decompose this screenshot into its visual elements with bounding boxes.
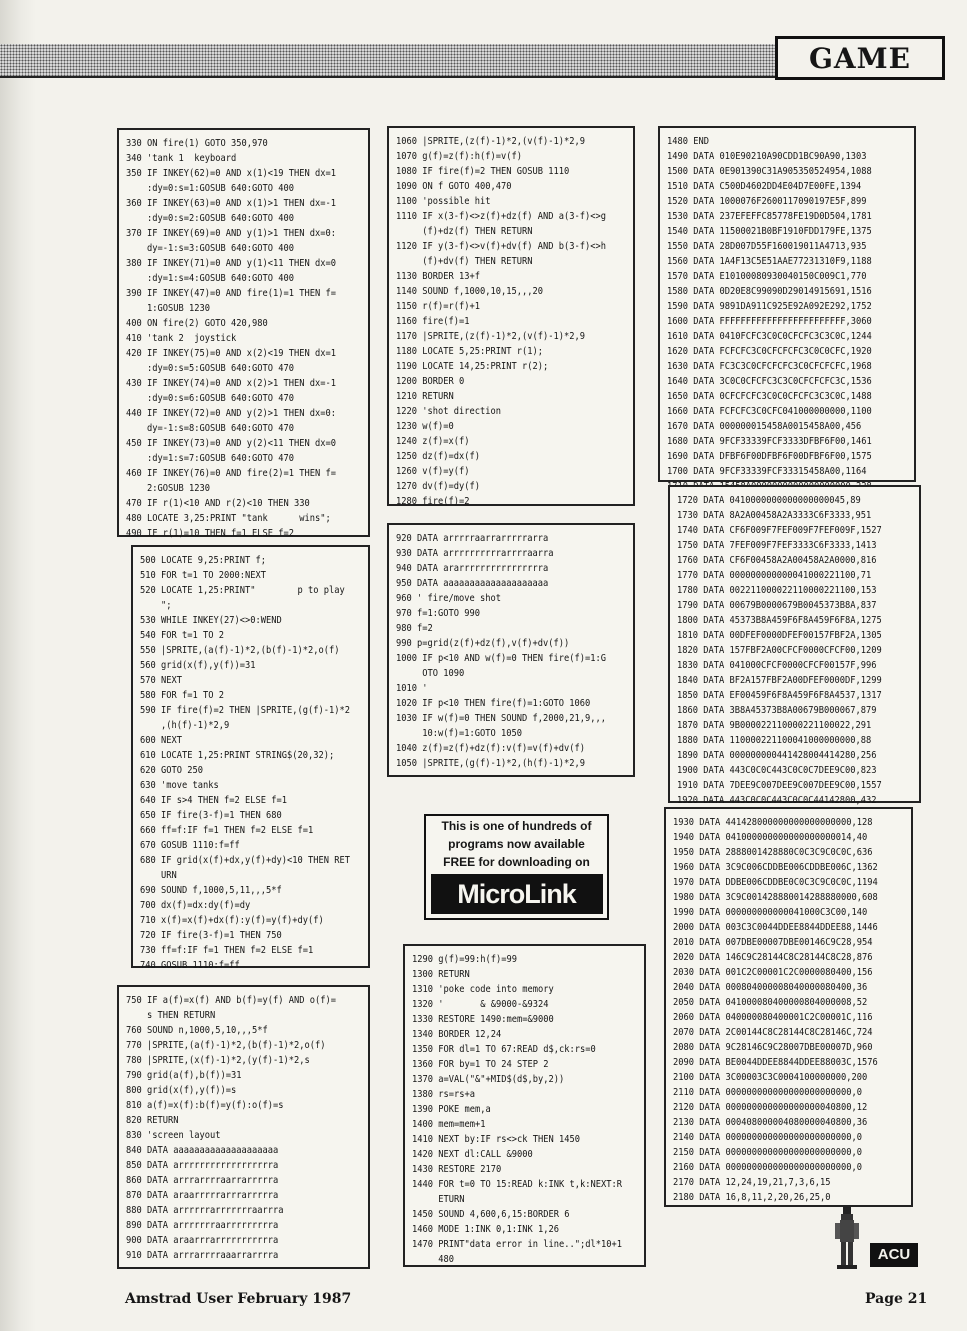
code-line: 1440 FOR t=0 TO 15:READ k:INK t,k:NEXT:R: [412, 1179, 622, 1190]
code-line: 1390 POKE mem,a: [412, 1104, 491, 1115]
code-line: 2010 DATA 007DBE00007DBE00146C9C28,954: [673, 937, 873, 948]
code-line: 1980 DATA 3C9C001428880014288880000,608: [673, 892, 878, 903]
code-line: 1330 RESTORE 1490:mem=&9000: [412, 1014, 554, 1025]
code-line: 1590 DATA 9891DA911C925E92A092E292,1752: [667, 301, 872, 312]
code-line: 400 ON fire(2) GOTO 420,980: [126, 318, 268, 329]
code-line: 1300 RETURN: [412, 969, 470, 980]
listing-box: [387, 523, 635, 777]
magazine-footer: Amstrad User February 1987: [125, 1291, 352, 1307]
code-line: 1110 IF x(3-f)<>z(f)+dz(f) AND a(3-f)<>g: [396, 211, 606, 222]
advert-line: programs now available: [448, 837, 585, 851]
code-line: 910 DATA arrrarrrraaarrarrrra: [126, 1250, 279, 1261]
code-line: 1930 DATA 441428000000000000000000,128: [673, 817, 873, 828]
code-line: 1860 DATA 3B8A45373B8A00679B000067,879: [677, 705, 877, 716]
code-line: 410 'tank 2 joystick: [126, 333, 237, 344]
code-line: 2090 DATA BE0044DDEE8844DDEE88003C,1576: [673, 1057, 878, 1068]
code-line: 1960 DATA 3C9C006CDDBE006CDDBE006C,1362: [673, 862, 878, 873]
code-line: 780 |SPRITE,(x(f)-1)*2,(y(f)-1)*2,s: [126, 1055, 310, 1066]
code-line: 860 DATA arrrarrrraarrarrrrra: [126, 1175, 279, 1186]
page-fold-shadow: [0, 0, 36, 1331]
code-line: 850 DATA arrrrrrrrrrrrrrrrrra: [126, 1160, 279, 1171]
code-line: 2:GOSUB 1230: [126, 483, 210, 494]
code-line: 1100 'possible hit: [396, 196, 491, 207]
code-line: 380 IF INKEY(71)=0 AND y(1)<11 THEN dx=0: [126, 258, 336, 269]
code-line: 1180 LOCATE 5,25:PRINT r(1);: [396, 346, 543, 357]
code-line: 2000 DATA 003C3C0044DDEE8844DDEE88,1446: [673, 922, 878, 933]
microlink-advert: [424, 814, 609, 920]
code-line: 1570 DATA E10100080930040150C009C1,770: [667, 271, 867, 282]
code-line: 1880 DATA 110000221100041000000000,88: [677, 735, 872, 746]
code-line: 1940 DATA 041000000000000000000014,40: [673, 832, 868, 843]
code-line: ";: [140, 600, 172, 611]
code-line: 1170 |SPRITE,(z(f)-1)*2,(v(f)-1)*2,9: [396, 331, 585, 342]
code-line: 1740 DATA CF6F009F7FEF009F7FEF009F,1527: [677, 525, 882, 536]
code-line: 440 IF INKEY(72)=0 AND y(2)>1 THEN dx=0:: [126, 408, 336, 419]
code-line: 1630 DATA FC3C3C0CFCFCFC3C0CFCFCFC,1968: [667, 361, 872, 372]
code-line: 1270 dv(f)=dy(f): [396, 481, 480, 492]
listing-lines: [396, 134, 629, 509]
listing-box: [117, 128, 370, 537]
code-line: 790 grid(a(f),b(f))=31: [126, 1070, 242, 1081]
advert-line: FREE for downloading on: [443, 855, 590, 869]
code-line: 580 FOR f=1 TO 2: [140, 690, 224, 701]
code-line: 1540 DATA 11500021B0BF1910FDD179FE,1375: [667, 226, 872, 237]
code-line: ,(h(f)-1)*2,9: [140, 720, 230, 731]
code-line: 1990 DATA 000000000000041000C3C00,140: [673, 907, 868, 918]
code-line: 2060 DATA 040000080400001C2C00001C,116: [673, 1012, 873, 1023]
code-line: 1410 NEXT by:IF rs<>ck THEN 1450: [412, 1134, 580, 1145]
code-line: 1820 DATA 157FBF2A00CFCF0000CFCF00,1209: [677, 645, 882, 656]
code-line: 1450 SOUND 4,600,6,15:BORDER 6: [412, 1209, 570, 1220]
code-line: 1560 DATA 1A4F13C5E51AAE77231310F9,1188: [667, 256, 872, 267]
code-line: 540 FOR t=1 TO 2: [140, 630, 224, 641]
code-line: :dy=0:s=1:GOSUB 640:GOTO 400: [126, 183, 294, 194]
code-line: 340 'tank 1 keyboard: [126, 153, 237, 164]
listing-box: [387, 126, 635, 506]
code-line: 720 IF fire(3-f)=1 THEN 750: [140, 930, 282, 941]
code-line: 1070 g(f)=z(f):h(f)=v(f): [396, 151, 522, 162]
code-line: 1690 DATA DFBF6F00DFBF6F00DFBF6F00,1575: [667, 451, 872, 462]
code-line: 1900 DATA 443C0C0C443C0C0C7DEE9C00,823: [677, 765, 877, 776]
code-line: 1230 w(f)=0: [396, 421, 454, 432]
code-line: URN: [140, 870, 177, 881]
listing-box: [131, 545, 370, 971]
code-line: 590 IF fire(f)=2 THEN |SPRITE,(g(f)-1)*2: [140, 705, 350, 716]
code-line: 1150 r(f)=r(f)+1: [396, 301, 480, 312]
code-line: 880 DATA arrrrrrarrrrrrraarrra: [126, 1205, 284, 1216]
code-line: 1260 v(f)=y(f): [396, 466, 470, 477]
header-band: [0, 44, 775, 76]
code-line: 960 ' fire/move shot: [396, 593, 501, 604]
code-line: 620 GOTO 250: [140, 765, 203, 776]
code-line: 1400 mem=mem+1: [412, 1119, 486, 1130]
code-line: 2130 DATA 000408000004080000040800,36: [673, 1117, 868, 1128]
code-line: 1160 fire(f)=1: [396, 316, 470, 327]
code-line: 990 p=grid(z(f)+dz(f),v(f)+dv(f)): [396, 638, 570, 649]
code-line: :dy=0:s=2:GOSUB 640:GOTO 400: [126, 213, 294, 224]
code-line: 1350 FOR dl=1 TO 67:READ d$,ck:rs=0: [412, 1044, 596, 1055]
code-line: 500 LOCATE 9,25:PRINT f;: [140, 555, 266, 566]
code-line: 2120 DATA 000000000000000000040800,12: [673, 1102, 868, 1113]
advert-line: This is one of hundreds of: [441, 819, 592, 833]
code-line: 740 GOSUB 1110:f=ff: [140, 960, 240, 971]
code-line: 2180 DATA 16,8,11,2,20,26,25,0: [673, 1192, 831, 1203]
code-line: 1060 |SPRITE,(z(f)-1)*2,(v(f)-1)*2,9: [396, 136, 585, 147]
code-line: 610 LOCATE 1,25:PRINT STRING$(20,32);: [140, 750, 335, 761]
listing-lines: [673, 815, 907, 1205]
code-line: 1840 DATA BF2A157FBF2A00DFEF0000DF,1299: [677, 675, 882, 686]
listing-lines: [396, 531, 629, 771]
listing-box: [658, 126, 916, 482]
code-line: 890 DATA arrrrrrraarrrrrrrrra: [126, 1220, 279, 1231]
code-line: 1030 IF w(f)=0 THEN SOUND f,2000,21,9,,,: [396, 713, 606, 724]
code-line: 480 LOCATE 3,25:PRINT "tank wins";: [126, 513, 331, 524]
code-line: 1470 PRINT"data error in line..";dl*10+1: [412, 1239, 622, 1250]
code-line: dy=-1:s=3:GOSUB 640:GOTO 400: [126, 243, 294, 254]
microlink-logo: MicroLink: [431, 874, 603, 914]
code-line: 840 DATA aaaaaaaaaaaaaaaaaaaa: [126, 1145, 279, 1156]
code-line: 1340 BORDER 12,24: [412, 1029, 502, 1040]
code-line: 1460 MODE 1:INK 0,1:INK 1,26: [412, 1224, 559, 1235]
code-line: 1480 END: [667, 136, 709, 147]
code-line: 700 dx(f)=dx:dy(f)=dy: [140, 900, 251, 911]
code-line: :dy=0:s=5:GOSUB 640:GOTO 470: [126, 363, 294, 374]
code-line: 940 DATA ararrrrrrrrrrrrrrrra: [396, 563, 549, 574]
code-line: 370 IF INKEY(69)=0 AND y(1)>1 THEN dx=0:: [126, 228, 336, 239]
code-line: 2110 DATA 000000000000000000000000,0: [673, 1087, 862, 1098]
code-line: 1130 BORDER 13+f: [396, 271, 480, 282]
code-line: 980 f=2: [396, 623, 433, 634]
code-line: 1040 z(f)=z(f)+dz(f):v(f)=v(f)+dv(f): [396, 743, 585, 754]
listing-lines: [126, 136, 364, 541]
code-line: 510 FOR t=1 TO 2000:NEXT: [140, 570, 266, 581]
code-line: 360 IF INKEY(63)=0 AND x(1)>1 THEN dx=-1: [126, 198, 336, 209]
code-line: 1640 DATA 3C0C0CFCFC3C3C0CFCFCFC3C,1536: [667, 376, 872, 387]
code-line: 1050 |SPRITE,(g(f)-1)*2,(h(f)-1)*2,9: [396, 758, 585, 769]
code-line: 1:GOSUB 1230: [126, 303, 210, 314]
code-line: 680 IF grid(x(f)+dx,y(f)+dy)<10 THEN RET: [140, 855, 350, 866]
code-line: 1000 IF p<10 AND w(f)=0 THEN fire(f)=1:G: [396, 653, 606, 664]
code-line: 2150 DATA 000000000000000000000000,0: [673, 1147, 862, 1158]
code-line: 560 grid(x(f),y(f))=31: [140, 660, 256, 671]
code-line: (f)+dv(f) THEN RETURN: [396, 256, 533, 267]
listing-lines: [140, 553, 364, 973]
code-line: 2170 DATA 12,24,19,21,7,3,6,15: [673, 1177, 831, 1188]
code-line: 1310 'poke code into memory: [412, 984, 554, 995]
code-line: 1530 DATA 237EFEFFC85778FE19D0D504,1781: [667, 211, 872, 222]
code-line: 650 IF fire(3-f)=1 THEN 680: [140, 810, 282, 821]
code-line: 640 IF s>4 THEN f=2 ELSE f=1: [140, 795, 287, 806]
code-line: 770 |SPRITE,(a(f)-1)*2,(b(f)-1)*2,o(f): [126, 1040, 326, 1051]
code-line: 1720 DATA 0410000000000000000045,89: [677, 495, 861, 506]
code-line: 1850 DATA EF00459F6F8A459F6F8A4537,1317: [677, 690, 882, 701]
code-line: 870 DATA araarrrrrarrrarrrrra: [126, 1190, 279, 1201]
pixel-figure-icon: [832, 1205, 862, 1271]
code-line: 820 RETURN: [126, 1115, 179, 1126]
code-line: 330 ON fire(1) GOTO 350,970: [126, 138, 268, 149]
code-line: 1610 DATA 0410FCFC3C0C0CFCFC3C3C0C,1244: [667, 331, 872, 342]
code-line: OTO 1090: [396, 668, 465, 679]
code-line: 520 LOCATE 1,25:PRINT" p to play: [140, 585, 345, 596]
code-line: 1950 DATA 2888001428880C0C3C9C0C0C,636: [673, 847, 873, 858]
code-line: 600 NEXT: [140, 735, 182, 746]
code-line: 390 IF INKEY(47)=0 AND fire(1)=1 THEN f=: [126, 288, 336, 299]
code-line: 1920 DATA 443C0C0C443C0C0C44142800,432: [677, 795, 877, 806]
code-line: 630 'move tanks: [140, 780, 219, 791]
code-line: 1020 IF p<10 THEN fire(f)=1:GOTO 1060: [396, 698, 591, 709]
code-line: 2020 DATA 146C9C28144C8C28144C8C28,876: [673, 952, 873, 963]
code-line: 1200 BORDER 0: [396, 376, 465, 387]
code-line: 710 x(f)=x(f)+dx(f):y(f)=y(f)+dy(f): [140, 915, 324, 926]
code-line: 1600 DATA FFFFFFFFFFFFFFFFFFFFFFFF,3060: [667, 316, 872, 327]
code-line: 1120 IF y(3-f)<>v(f)+dv(f) AND b(3-f)<>h: [396, 241, 606, 252]
code-line: 2070 DATA 2C00144C8C28144C8C28146C,724: [673, 1027, 873, 1038]
section-title: GAME: [775, 36, 945, 80]
code-line: :dy=0:s=6:GOSUB 640:GOTO 470: [126, 393, 294, 404]
code-line: 1250 dz(f)=dx(f): [396, 451, 480, 462]
code-line: 1500 DATA 0E901390C31A905350524954,1088: [667, 166, 872, 177]
code-line: 470 IF r(1)<10 AND r(2)<10 THEN 330: [126, 498, 310, 509]
code-line: 950 DATA aaaaaaaaaaaaaaaaaaaa: [396, 578, 549, 589]
code-line: 1800 DATA 45373B8A459F6F8A459F6F8A,1275: [677, 615, 882, 626]
code-line: 1780 DATA 002211000022110000221100,153: [677, 585, 877, 596]
listing-lines: [412, 952, 640, 1267]
code-line: 1240 z(f)=x(f): [396, 436, 470, 447]
header-rule: [0, 76, 775, 78]
code-line: 1490 DATA 010E90210A90CDD1BC90A90,1303: [667, 151, 867, 162]
code-line: 1910 DATA 7DEE9C007DEE9C007DEE9C00,1557: [677, 780, 882, 791]
code-line: :dy=1:s=7:GOSUB 640:GOTO 470: [126, 453, 294, 464]
code-line: 1430 RESTORE 2170: [412, 1164, 502, 1175]
listing-lines: [126, 993, 364, 1263]
code-line: 1280 fire(f)=2: [396, 496, 470, 507]
code-line: 2050 DATA 041000080400000804000008,52: [673, 997, 868, 1008]
code-line: 570 NEXT: [140, 675, 182, 686]
code-line: 2030 DATA 001C2C00001C2C0000080400,156: [673, 967, 873, 978]
code-line: 2160 DATA 000000000000000000000000,0: [673, 1162, 862, 1173]
code-line: 1970 DATA DDBE006CDDBE0C0C3C9C0C0C,1194: [673, 877, 878, 888]
code-line: 830 'screen layout: [126, 1130, 221, 1141]
code-line: 920 DATA arrrrraarrarrrrrarra: [396, 533, 549, 544]
code-line: 1290 g(f)=99:h(f)=99: [412, 954, 517, 965]
code-line: 1190 LOCATE 14,25:PRINT r(2);: [396, 361, 549, 372]
code-line: 660 ff=f:IF f=1 THEN f=2 ELSE f=1: [140, 825, 314, 836]
code-line: 1210 RETURN: [396, 391, 454, 402]
listing-lines: [667, 134, 910, 494]
code-line: 1140 SOUND f,1000,10,15,,,20: [396, 286, 543, 297]
code-line: 1790 DATA 00679B0000679B0045373B8A,837: [677, 600, 877, 611]
code-line: :dy=1:s=4:GOSUB 640:GOTO 400: [126, 273, 294, 284]
code-line: 2080 DATA 9C28146C9C28007DBE00007D,960: [673, 1042, 873, 1053]
code-line: 460 IF INKEY(76)=0 AND fire(2)=1 THEN f=: [126, 468, 336, 479]
code-line: 1520 DATA 1000076F2600117090197E5F,899: [667, 196, 867, 207]
code-line: 1360 FOR by=1 TO 24 STEP 2: [412, 1059, 549, 1070]
code-line: 480: [412, 1254, 454, 1265]
code-line: 1220 'shot direction: [396, 406, 501, 417]
listing-lines: [677, 493, 915, 808]
code-line: 1870 DATA 9B000022110000221100022,291: [677, 720, 872, 731]
code-line: 550 |SPRITE,(a(f)-1)*2,(b(f)-1)*2,o(f): [140, 645, 340, 656]
code-line: 690 SOUND f,1000,5,11,,,5*f: [140, 885, 282, 896]
acu-badge: ACU: [870, 1243, 918, 1267]
code-line: 420 IF INKEY(75)=0 AND x(2)<19 THEN dx=1: [126, 348, 336, 359]
code-line: s THEN RETURN: [126, 1010, 216, 1021]
code-line: 1380 rs=rs+a: [412, 1089, 475, 1100]
code-line: 1080 IF fire(f)=2 THEN GOSUB 1110: [396, 166, 570, 177]
code-line: 730 ff=f:IF f=1 THEN f=2 ELSE f=1: [140, 945, 314, 956]
code-line: 1090 ON f GOTO 400,470: [396, 181, 512, 192]
code-line: 490 IF r(1)=10 THEN f=1 ELSE f=2: [126, 528, 294, 539]
code-line: 10:w(f)=1:GOTO 1050: [396, 728, 522, 739]
code-line: 1750 DATA 7FEF009F7FEF3333C6F3333,1413: [677, 540, 877, 551]
code-line: 810 a(f)=x(f):b(f)=y(f):o(f)=s: [126, 1100, 284, 1111]
code-line: 1510 DATA C500D4602DD4E04D7E00FE,1394: [667, 181, 862, 192]
code-line: 1320 ' & &9000-&9324: [412, 999, 549, 1010]
code-line: 1670 DATA 000000015458A0015458A00,456: [667, 421, 862, 432]
code-line: (f)+dz(f) THEN RETURN: [396, 226, 533, 237]
code-line: 1810 DATA 00DFEF0000DFEF00157FBF2A,1305: [677, 630, 882, 641]
code-line: 2140 DATA 000000000000000000000000,0: [673, 1132, 862, 1143]
page-number: Page 21: [865, 1291, 928, 1307]
listing-box: [664, 807, 913, 1207]
code-line: 1700 DATA 9FCF33339FCF33315458A00,1164: [667, 466, 867, 477]
listing-box: [117, 985, 370, 1269]
listing-box: [403, 944, 646, 1267]
code-line: 2100 DATA 3C00003C3C0004100000000,200: [673, 1072, 868, 1083]
code-line: 1010 ': [396, 683, 428, 694]
code-line: 750 IF a(f)=x(f) AND b(f)=y(f) AND o(f)=: [126, 995, 336, 1006]
code-line: 1580 DATA 0D20E8C99090D29014915691,1516: [667, 286, 872, 297]
code-line: 900 DATA araarrrarrrrrrrrrrra: [126, 1235, 279, 1246]
code-line: 1420 NEXT dl:CALL &9000: [412, 1149, 533, 1160]
code-line: 1730 DATA 8A2A00458A2A3333C6F3333,951: [677, 510, 872, 521]
code-line: 1370 a=VAL("&"+MID$(d$,by,2)): [412, 1074, 565, 1085]
code-line: 1550 DATA 28D007D55F160019011A4713,935: [667, 241, 867, 252]
code-line: 450 IF INKEY(73)=0 AND y(2)<11 THEN dx=0: [126, 438, 336, 449]
code-line: 970 f=1:GOTO 990: [396, 608, 480, 619]
code-line: 760 SOUND n,1000,5,10,,,5*f: [126, 1025, 268, 1036]
code-line: 1770 DATA 000000000000041000221100,71: [677, 570, 872, 581]
code-line: 1620 DATA FCFCFC3C0CFCFCFC3C0C0CFC,1920: [667, 346, 872, 357]
listing-box: [668, 485, 921, 806]
code-line: dy=-1:s=8:GOSUB 640:GOTO 470: [126, 423, 294, 434]
code-line: 1760 DATA CF6F00458A2A00458A2A0000,816: [677, 555, 877, 566]
code-line: 1650 DATA 0CFCFCFC3C0C0CFCFC3C3C0C,1488: [667, 391, 872, 402]
code-line: 1830 DATA 041000CFCF0000CFCF00157F,996: [677, 660, 877, 671]
code-line: ETURN: [412, 1194, 465, 1205]
code-line: 350 IF INKEY(62)=0 AND x(1)<19 THEN dx=1: [126, 168, 336, 179]
code-line: 1680 DATA 9FCF33339FCF3333DFBF6F00,1461: [667, 436, 872, 447]
code-line: 930 DATA arrrrrrrrrrarrrraarra: [396, 548, 554, 559]
code-line: 2040 DATA 000804000008040000080400,36: [673, 982, 868, 993]
code-line: 430 IF INKEY(74)=0 AND x(2)>1 THEN dx=-1: [126, 378, 336, 389]
code-line: 1660 DATA FCFCFC3C0CFC041000000000,1100: [667, 406, 872, 417]
code-line: 1890 DATA 000000000441428004414280,256: [677, 750, 877, 761]
code-line: 800 grid(x(f),y(f))=s: [126, 1085, 237, 1096]
code-line: 530 WHILE INKEY(27)<>0:WEND: [140, 615, 282, 626]
code-line: 670 GOSUB 1110:f=ff: [140, 840, 240, 851]
